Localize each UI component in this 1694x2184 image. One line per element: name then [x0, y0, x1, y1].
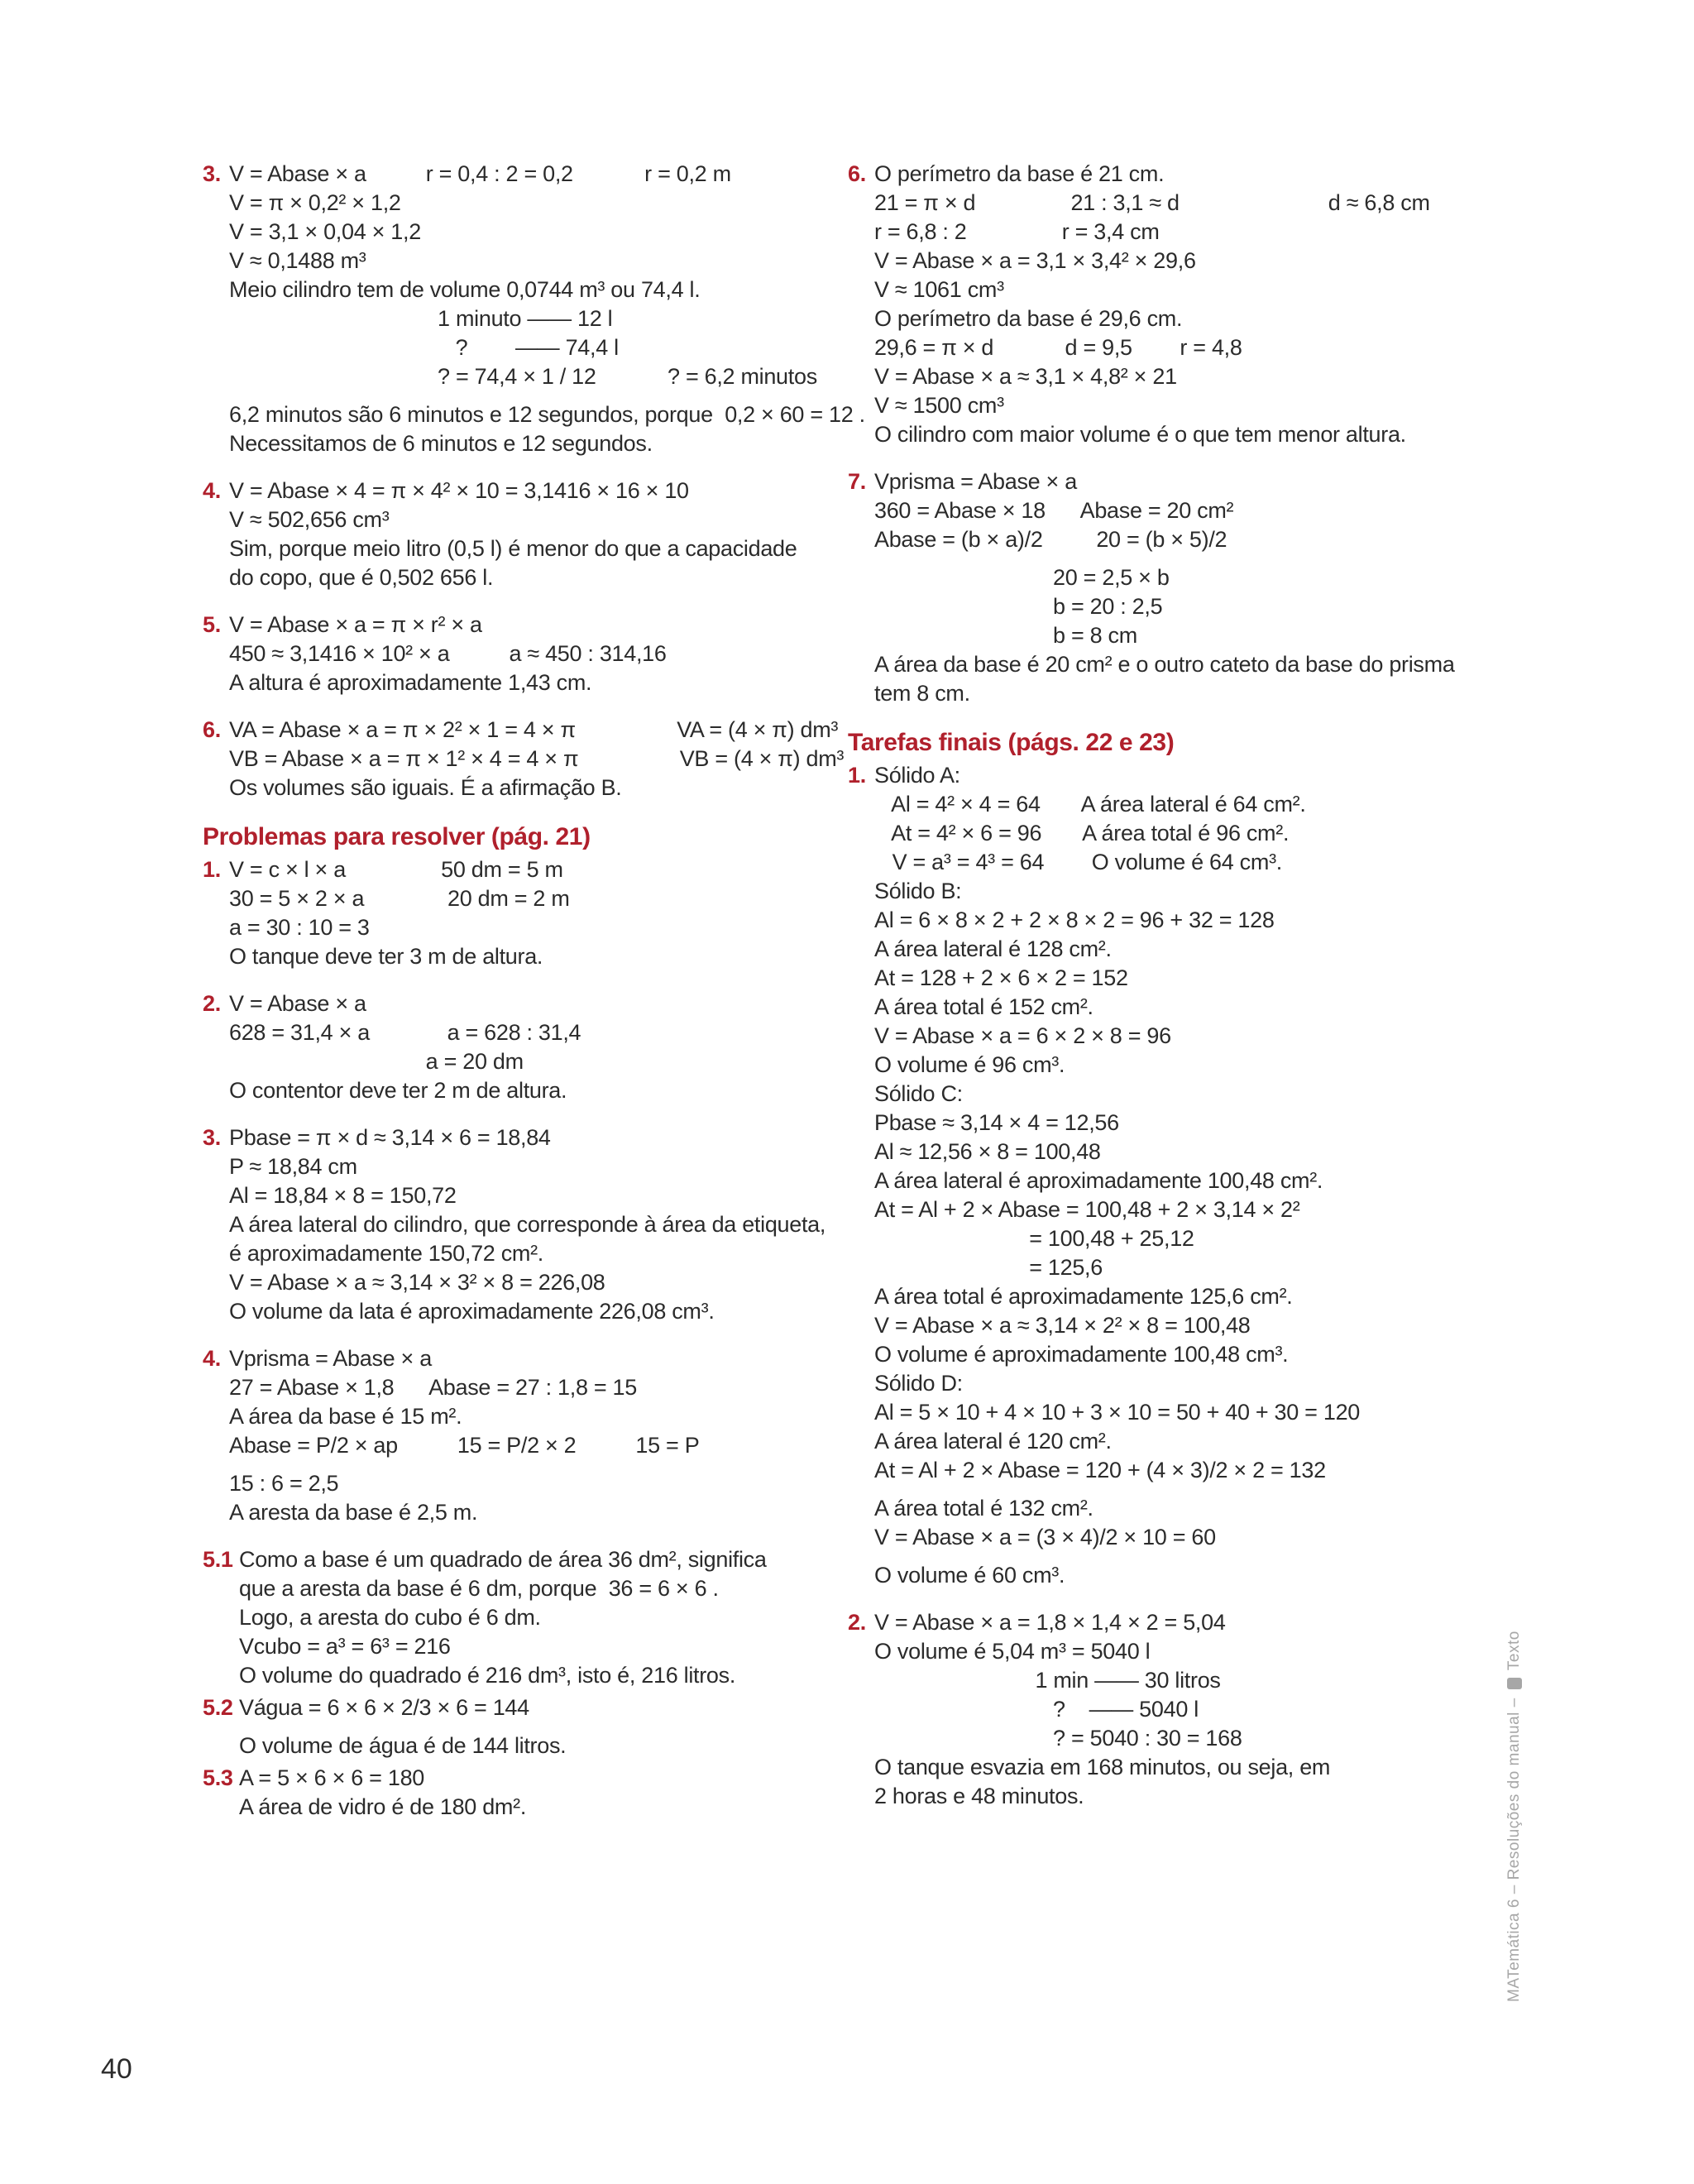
exercise-number: 4.: [203, 1346, 221, 1371]
exercise-line: Al = 6 × 8 × 2 + 2 × 8 × 2 = 96 + 32 = 128: [874, 908, 1275, 932]
exercise-line: A área lateral é 128 cm².: [874, 936, 1112, 961]
exercise-line: Vprisma = Abase × a: [874, 469, 1077, 494]
exercise-line: O perímetro da base é 29,6 cm.: [874, 306, 1183, 331]
exercise-lines: [874, 160, 1460, 449]
exercise-line: Sólido B:: [874, 879, 962, 903]
exercise-line: A altura é aproximadamente 1,43 cm.: [229, 670, 592, 695]
exercise-lines: [229, 989, 819, 1105]
exercise-item: [848, 761, 1460, 1590]
problems-exercise-list: [203, 855, 826, 1822]
exercise-line: O volume é aproximadamente 100,48 cm³.: [874, 1342, 1289, 1367]
exercise-lines: [229, 160, 865, 458]
exercise-line: Sólido A:: [874, 763, 960, 788]
exercise-line: Al = 18,84 × 8 = 150,72: [229, 1183, 457, 1208]
exercise-lines: [229, 855, 819, 971]
exercise-item: [203, 1123, 826, 1326]
exercise-lines: [229, 611, 819, 697]
exercise-line: r = 6,8 : 2 r = 3,4 cm: [874, 219, 1160, 244]
exercise-line: O tanque esvazia em 168 minutos, ou seja, em: [874, 1755, 1331, 1779]
exercise-line: V = π × 0,2² × 1,2: [229, 190, 401, 215]
exercise-line: A área lateral do cilindro, que corresponde à área da etiqueta,: [229, 1212, 826, 1237]
exercise-line: V = 3,1 × 0,04 × 1,2: [229, 219, 421, 244]
exercise-line: ? = 5040 : 30 = 168: [874, 1726, 1242, 1751]
exercise-item: [203, 1344, 819, 1527]
exercise-line: V = a³ = 4³ = 64 O volume é 64 cm³.: [874, 850, 1282, 874]
exercise-number: 5.3: [203, 1765, 233, 1790]
right-exercise-list: [848, 160, 1460, 708]
exercise-line: Sólido C:: [874, 1081, 963, 1106]
left-exercise-list: [203, 160, 865, 802]
exercise-line: O volume do quadrado é 216 dm³, isto é, 216 litros.: [239, 1663, 736, 1688]
exercise-line: Necessitamos de 6 minutos e 12 segundos.: [229, 431, 653, 456]
exercise-line: VB = Abase × a = π × 1² × 4 = 4 × π VB = (4 × π) dm³: [229, 746, 845, 771]
exercise-line: V = Abase × a = π × r² × a: [229, 612, 482, 637]
exercise-line: V = Abase × a ≈ 3,14 × 2² × 8 = 100,48: [874, 1313, 1251, 1338]
exercise-line: O contentor deve ter 2 m de altura.: [229, 1078, 567, 1103]
exercise-line: A área de vidro é de 180 dm².: [239, 1794, 527, 1819]
exercise-number: 4.: [203, 478, 221, 503]
exercise-item: [203, 855, 819, 971]
exercise-line: V ≈ 1061 cm³: [874, 277, 1004, 302]
exercise-line: V = Abase × a ≈ 3,14 × 3² × 8 = 226,08: [229, 1270, 605, 1295]
final-tasks-list: [848, 761, 1460, 1811]
exercise-line: 1 minuto —— 12 l: [229, 306, 613, 331]
exercise-line: 30 = 5 × 2 × a 20 dm = 2 m: [229, 886, 570, 911]
exercise-line: Sim, porque meio litro (0,5 l) é menor do que a capacidade: [229, 536, 797, 561]
exercise-number: 1.: [203, 857, 221, 882]
exercise-line: 360 = Abase × 18 Abase = 20 cm²: [874, 498, 1234, 523]
exercise-line: Al = 5 × 10 + 4 × 10 + 3 × 10 = 50 + 40 + 30 = 120: [874, 1400, 1361, 1425]
exercise-line: 6,2 minutos são 6 minutos e 12 segundos, porque 0,2 × 60 = 12 .: [229, 402, 865, 427]
exercise-line: 628 = 31,4 × a a = 628 : 31,4: [229, 1020, 581, 1045]
exercise-line: A área total é 132 cm².: [874, 1496, 1093, 1521]
exercise-line: O tanque deve ter 3 m de altura.: [229, 944, 543, 969]
page-number: 40: [101, 2053, 132, 2085]
exercise-number: 3.: [203, 1125, 221, 1150]
exercise-line: O cilindro com maior volume é o que tem menor altura.: [874, 422, 1406, 447]
exercise-number: 6.: [203, 717, 221, 742]
exercise-line: V ≈ 0,1488 m³: [229, 248, 366, 273]
exercise-lines: [229, 477, 819, 592]
exercise-line: Meio cilindro tem de volume 0,0744 m³ ou 74,4 l.: [229, 277, 701, 302]
exercise-lines: [874, 1608, 1460, 1811]
exercise-line: b = 8 cm: [874, 623, 1137, 648]
exercise-line: Abase = (b × a)/2 20 = (b × 5)/2: [874, 527, 1227, 552]
exercise-number: 2.: [203, 991, 221, 1016]
exercise-line: é aproximadamente 150,72 cm².: [229, 1241, 544, 1266]
exercise-item: [203, 477, 819, 592]
exercise-line: V = Abase × a ≈ 3,1 × 4,8² × 21: [874, 364, 1177, 389]
exercise-line: V = Abase × 4 = π × 4² × 10 = 3,1416 × 16 × 10: [229, 478, 689, 503]
exercise-item: [203, 1545, 819, 1690]
side-caption: [1505, 1631, 1524, 2002]
exercise-lines: [229, 1123, 825, 1326]
exercise-line: Os volumes são iguais. É a afirmação B.: [229, 775, 622, 800]
exercise-line: V = Abase × a r = 0,4 : 2 = 0,2 r = 0,2 m: [229, 161, 731, 186]
exercise-line: V = Abase × a = 1,8 × 1,4 × 2 = 5,04: [874, 1610, 1226, 1635]
exercise-number: 1.: [848, 763, 866, 788]
exercise-line: Al = 4² × 4 = 64 A área lateral é 64 cm².: [874, 792, 1306, 817]
exercise-line: A área da base é 20 cm² e o outro cateto da base do prisma: [874, 652, 1455, 677]
exercise-line: At = 4² × 6 = 96 A área total é 96 cm².: [874, 821, 1290, 845]
section-title-final-tasks: Tarefas finais (págs. 22 e 23): [848, 729, 1175, 756]
exercise-line: At = Al + 2 × Abase = 100,48 + 2 × 3,14 × 2²: [874, 1197, 1300, 1222]
exercise-line: Vprisma = Abase × a: [229, 1346, 432, 1371]
exercise-item: [203, 716, 845, 802]
exercise-line: 21 = π × d 21 : 3,1 ≈ d d ≈ 6,8 cm: [874, 190, 1430, 215]
exercise-line: 1 min —— 30 litros: [874, 1668, 1221, 1693]
exercise-line: O volume da lata é aproximadamente 226,08 cm³.: [229, 1299, 715, 1324]
exercise-line: Al ≈ 12,56 × 8 = 100,48: [874, 1139, 1101, 1164]
exercise-line: 15 : 6 = 2,5: [229, 1471, 339, 1496]
exercise-line: a = 30 : 10 = 3: [229, 915, 370, 940]
exercise-line: 2 horas e 48 minutos.: [874, 1784, 1084, 1808]
exercise-lines: [229, 716, 844, 802]
exercise-item: [203, 989, 819, 1105]
exercise-line: Vágua = 6 × 6 × 2/3 × 6 = 144: [239, 1695, 529, 1720]
exercise-line: V = Abase × a = 6 × 2 × 8 = 96: [874, 1023, 1171, 1048]
exercise-number: 3.: [203, 161, 221, 186]
side-caption-text: MATemática 6 – Resoluções do manual –: [1505, 1698, 1523, 2002]
exercise-lines: [874, 761, 1460, 1590]
exercise-line: V = Abase × a = (3 × 4)/2 × 10 = 60: [874, 1525, 1216, 1549]
exercise-line: que a aresta da base é 6 dm, porque 36 = 6 × 6 .: [239, 1576, 719, 1601]
exercise-lines: [229, 1344, 819, 1527]
exercise-line: O volume é 60 cm³.: [874, 1563, 1065, 1588]
exercise-item: [203, 611, 819, 697]
exercise-line: Pbase = π × d ≈ 3,14 × 6 = 18,84: [229, 1125, 551, 1150]
exercise-line: 27 = Abase × 1,8 Abase = 27 : 1,8 = 15: [229, 1375, 637, 1400]
exercise-item: [203, 1764, 819, 1822]
exercise-number: 6.: [848, 161, 866, 186]
exercise-line: A área total é aproximadamente 125,6 cm².: [874, 1284, 1293, 1309]
exercise-line: do copo, que é 0,502 656 l.: [229, 565, 494, 590]
exercise-item: [203, 1693, 819, 1760]
exercise-number: 2.: [848, 1610, 866, 1635]
exercise-line: Abase = P/2 × ap 15 = P/2 × 2 15 = P: [229, 1433, 700, 1458]
exercise-line: O volume é 96 cm³.: [874, 1052, 1065, 1077]
exercise-number: 5.2: [203, 1695, 233, 1720]
exercise-line: O perímetro da base é 21 cm.: [874, 161, 1165, 186]
exercise-line: Como a base é um quadrado de área 36 dm², significa: [239, 1547, 767, 1572]
exercise-line: P ≈ 18,84 cm: [229, 1154, 357, 1179]
exercise-line: VA = Abase × a = π × 2² × 1 = 4 × π VA = (4 × π) dm³: [229, 717, 839, 742]
exercise-lines: [874, 467, 1460, 708]
exercise-line: A área lateral é aproximadamente 100,48 cm².: [874, 1168, 1323, 1193]
exercise-line: Logo, a aresta do cubo é 6 dm.: [239, 1605, 541, 1630]
left-column: [203, 160, 865, 1825]
exercise-line: At = 128 + 2 × 6 × 2 = 152: [874, 965, 1128, 990]
exercise-line: 20 = 2,5 × b: [874, 565, 1170, 590]
exercise-line: V ≈ 502,656 cm³: [229, 507, 390, 532]
side-brand: Texto: [1505, 1631, 1523, 1671]
exercise-line: b = 20 : 2,5: [874, 594, 1163, 619]
exercise-item: [848, 160, 1460, 449]
exercise-line: At = Al + 2 × Abase = 120 + (4 × 3)/2 × 2 = 132: [874, 1458, 1326, 1482]
exercise-line: 450 ≈ 3,1416 × 10² × a a ≈ 450 : 314,16: [229, 641, 667, 666]
exercise-line: Vcubo = a³ = 6³ = 216: [239, 1634, 451, 1659]
exercise-lines: [239, 1545, 819, 1690]
exercise-line: A área da base é 15 m².: [229, 1404, 462, 1429]
exercise-line: ? —— 74,4 l: [229, 335, 619, 360]
exercise-line: ? = 74,4 × 1 / 12 ? = 6,2 minutos: [229, 364, 817, 389]
publisher-logo-icon: [1507, 1679, 1522, 1690]
exercise-line: O volume de água é de 144 litros.: [239, 1733, 567, 1758]
exercise-number: 7.: [848, 469, 866, 494]
exercise-lines: [239, 1693, 819, 1760]
exercise-line: V = c × l × a 50 dm = 5 m: [229, 857, 563, 882]
exercise-line: V = Abase × a = 3,1 × 3,4² × 29,6: [874, 248, 1196, 273]
exercise-line: = 125,6: [874, 1255, 1103, 1280]
section-title-problems: Problemas para resolver (pág. 21): [203, 823, 591, 850]
exercise-line: A área total é 152 cm².: [874, 994, 1093, 1019]
exercise-item: [203, 160, 865, 458]
exercise-line: V = Abase × a: [229, 991, 366, 1016]
exercise-line: tem 8 cm.: [874, 681, 970, 706]
exercise-line: A aresta da base é 2,5 m.: [229, 1500, 478, 1525]
exercise-line: a = 20 dm: [229, 1049, 524, 1074]
exercise-item: [848, 467, 1460, 708]
exercise-line: Sólido D:: [874, 1371, 963, 1396]
exercise-line: Pbase ≈ 3,14 × 4 = 12,56: [874, 1110, 1119, 1135]
exercise-item: [848, 1608, 1460, 1811]
exercise-line: 29,6 = π × d d = 9,5 r = 4,8: [874, 335, 1242, 360]
exercise-lines: [239, 1764, 819, 1822]
right-column: [848, 160, 1460, 1829]
exercise-line: A = 5 × 6 × 6 = 180: [239, 1765, 424, 1790]
exercise-line: V ≈ 1500 cm³: [874, 393, 1004, 418]
exercise-line: = 100,48 + 25,12: [874, 1226, 1194, 1251]
exercise-line: A área lateral é 120 cm².: [874, 1429, 1112, 1454]
exercise-line: O volume é 5,04 m³ = 5040 l: [874, 1639, 1151, 1664]
exercise-number: 5.1: [203, 1547, 233, 1572]
exercise-number: 5.: [203, 612, 221, 637]
exercise-line: ? —— 5040 l: [874, 1697, 1199, 1722]
